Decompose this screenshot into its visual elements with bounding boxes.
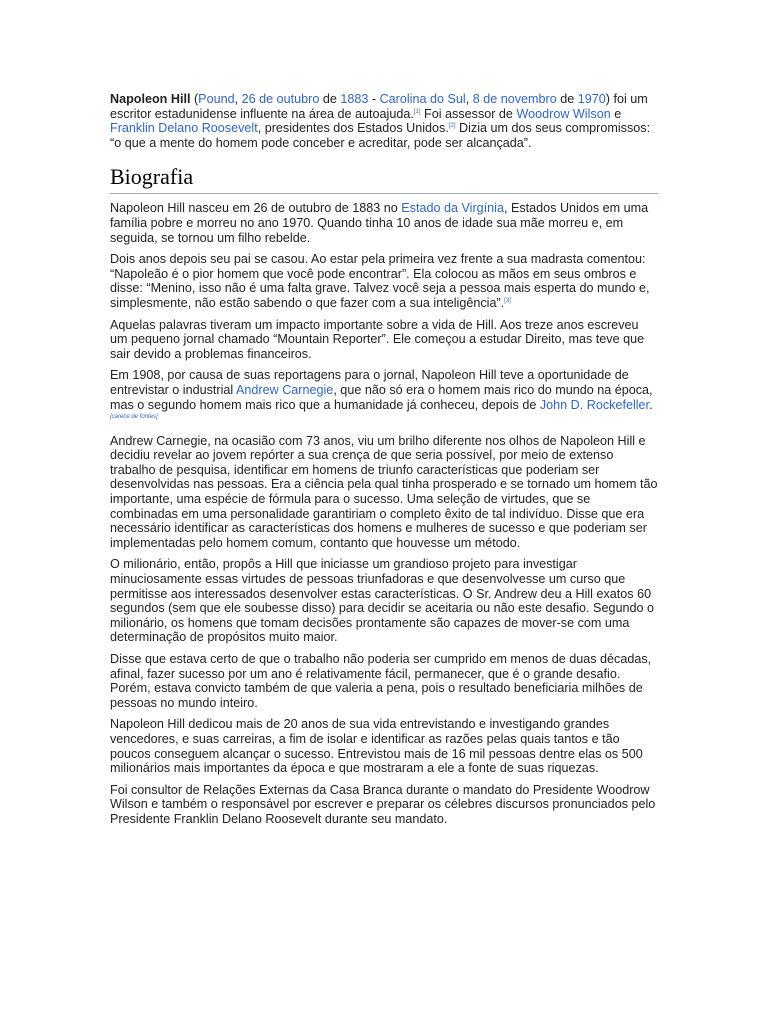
- reference-1[interactable]: [1]: [413, 108, 421, 115]
- link-death-year[interactable]: 1970: [577, 92, 606, 106]
- paragraph-birth: Napoleon Hill nasceu em 26 de outubro de 1883 no Estado da Virgínia, Estados Unidos em uma família pobre e morreu no ano 1970. Quando tinha 10 anos de idade sua mãe morreu e, em seguida, se tornou um filho rebelde.: [110, 201, 649, 245]
- link-death-date[interactable]: 8 de novembro: [472, 92, 557, 106]
- link-franklin-roosevelt[interactable]: Franklin Delano Roosevelt: [110, 121, 258, 136]
- paragraph-research: Napoleon Hill dedicou mais de 20 anos de sua vida entrevistando e investigando grandes vencedores, e suas carreiras, a fim de isolar e identificar as razões pelas quais tantos e tão poucos conseguem alcançar o sucesso. Entrevistou mais de 16 mil pessoas dentre elas os 500 milionários mais importantes da época e que mostraram a ele a fonte de suas riquezas.: [110, 717, 643, 776]
- subject-name: Napoleon Hill: [110, 92, 191, 106]
- link-pound[interactable]: Pound: [198, 92, 235, 106]
- intro-paragraph: Napoleon Hill (Pound, 26 de outubro de 1883 - Carolina do Sul, 8 de novembro de 1970) foi um escritor estadunidense influente na área de autoajuda.[1] Foi assessor de Woodrow Wilson e Franklin Delano Roosevelt, presidentes dos Estados Unidos.[2] Dizia um dos seus compromissos: “o que a mente do homem pode conceber e acreditar, pode ser alcançada”.: [110, 92, 651, 150]
- paragraph-stepmother: Dois anos depois seu pai se casou. Ao estar pela primeira vez frente a sua madrasta comentou: “Napoleão é o pior homem que você pode encontrar”. Ela colocou as mãos em seus ombros e disse: “Menino, isso não é uma falta grave. Talvez você seja a pessoa mais esperta do mundo e, simplesmente, não estão sabendo o que fazer com a sua inteligência”.[3]: [110, 252, 650, 310]
- link-john-d-rockefeller[interactable]: John D. Rockefeller: [539, 397, 650, 412]
- link-birth-date[interactable]: 26 de outubro: [241, 92, 320, 106]
- link-birth-year[interactable]: 1883: [340, 92, 369, 106]
- paragraph-two-decades: Disse que estava certo de que o trabalho não poderia ser cumprido em menos de duas décadas, afinal, fazer sucesso por um ano é relativamente fácil, permanecer, que é o grande desafio. Porém, estava convicto também de que valeria a pena, pois o resultado beneficiaria milhões de pessoas no mundo inteiro.: [110, 652, 652, 710]
- paragraph-proposal: O milionário, então, propôs a Hill que iniciasse um grandioso projeto para investigar minuciosamente essas virtudes de pessoas triunfadoras e que desenvolvesse um curso que permitisse aos interessados desenvolver estas características. O Sr. Andrew deu a Hill exatos 60 segundos (sem que ele soubesse disso) para decidir se aceitaria ou não este desafio. Segundo o milionário, os homens que tomam decisões prontamente são capazes de mover-se com uma determinação de propósitos muito maior.: [110, 557, 654, 645]
- citation-needed-note[interactable]: [carece de fontes]: [110, 413, 158, 420]
- reference-2[interactable]: [2]: [448, 123, 456, 129]
- paragraph-mountain-reporter: Aquelas palavras tiveram um impacto importante sobre a vida de Hill. Aos treze anos escreveu um pequeno jornal chamado “Mountain Reporter”. Ele começou a estudar Direito, mas teve que sair devido a problemas financeiros.: [110, 317, 645, 361]
- reference-3[interactable]: [3]: [504, 297, 511, 304]
- paragraph-carnegie-interview: Em 1908, por causa de suas reportagens para o jornal, Napoleon Hill teve a oportunidade de entrevistar o industrial Andrew Carnegie, que não só era o homem mais rico do mundo na época, mas o segundo homem mais rico que a humanidade já conheceu, depois de John D. Rockefeller.[carece de fontes]: [110, 368, 653, 420]
- paragraph-white-house: Foi consultor de Relações Externas da Casa Branca durante o mandato do Presidente Woodrow Wilson e também o responsável por escrever e preparar os célebres discursos pronunciados pelo Presidente Franklin Delano Roosevelt durante seu mandato.: [110, 782, 656, 826]
- link-woodrow-wilson[interactable]: Woodrow Wilson: [516, 106, 611, 121]
- paragraph-carnegie-belief: Andrew Carnegie, na ocasião com 73 anos, viu um brilho diferente nos olhos de Napoleon Hill e decidiu revelar ao jovem repórter a sua crença de que seria possível, por meio de extenso trabalho de pesquisa, identificar em homens de triunfo características que poderiam ser desenvolvidas nas pessoas. Era a ciência pela qual tinha prosperado e se tornado um homem tão importante, uma espécie de fórmula para o sucesso. Uma seleção de virtudes, que se combinadas em uma personalidade garantiriam o completo êxito de tal indivíduo. Disse que era necessário identificar as características dos homens e mulheres de sucesso e que poderiam ser implementadas pelo homem comum, contanto que houvesse um método.: [110, 433, 658, 550]
- link-carolina-do-sul[interactable]: Carolina do Sul: [379, 92, 466, 106]
- link-andrew-carnegie[interactable]: Andrew Carnegie: [236, 382, 334, 397]
- link-estado-da-virginia[interactable]: Estado da Virgínia: [401, 201, 504, 216]
- article-body: [110, 92, 658, 834]
- section-heading-biografia: Biografia: [110, 164, 658, 194]
